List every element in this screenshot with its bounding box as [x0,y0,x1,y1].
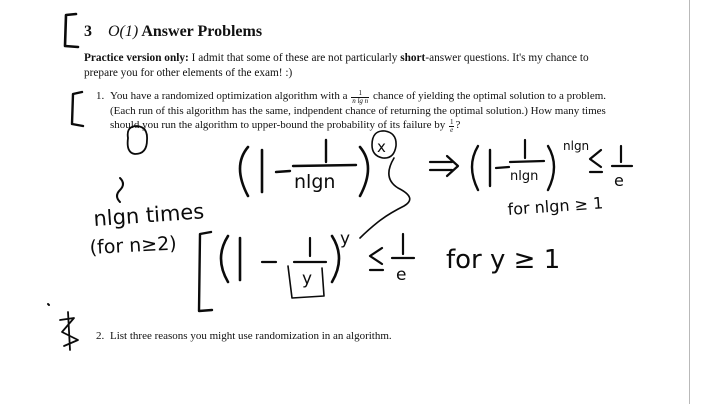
one-over-e-den-2: e [614,171,624,190]
frac-2-bar [510,161,544,162]
frac-1-bar [293,165,356,166]
problem-2-number: 2. [96,330,105,342]
wavy-arrow [117,178,123,202]
paren-left-2 [472,146,478,190]
stray-dot [48,304,49,305]
paren-right-2 [548,146,554,190]
problem-1-text-a: You have a randomized optimization algorithm with a [110,90,351,102]
problem-1-text-c: ? [455,118,461,131]
lower-bracket [199,232,212,311]
leq-2 [590,150,601,167]
exponent-x: x [377,138,386,156]
problem-1-bracket [72,92,83,126]
minus-1 [276,171,290,172]
paren-right-3 [332,236,339,282]
one-over-e-den-3: e [396,265,407,285]
intro-text-1: I admit that some of these are not particularly [188,52,401,64]
intro-lead: Practice version only: [84,52,189,64]
paren-left-3 [221,236,228,282]
exponent-y: y [340,229,351,249]
probability-numerator: 1 [351,90,369,98]
section-title: Answer Problems [141,23,263,40]
section-complexity: O(1) [108,23,139,40]
scribble-mark [60,312,78,350]
condition-y: for y ≥ 1 [446,245,561,275]
frac-3-denominator: y [302,269,313,289]
minus-2 [496,167,509,168]
problem-1-number: 1. [96,90,105,102]
intro-text-2: -answer questions. It's my chance to prepare you for other elements of the exam! :) [84,52,589,79]
implies-head [447,156,458,176]
bound-circle [128,126,147,154]
answer-condition: (for n≥2) [89,232,178,259]
condition-nlgn: for nlgn ≥ 1 [506,193,604,219]
answer-nlgn-times: nlgn times [92,199,205,231]
section-bracket [65,14,78,47]
problem-2-text: List three reasons you might use randomization in an algorithm. [110,330,392,342]
paren-right-1 [360,147,368,196]
probability-denominator: n lg n [352,97,369,105]
section-number: 3 [84,23,92,40]
leq-3 [370,248,382,264]
problem-1-text-b: chance of yielding the optimal solution to a problem. (Each run of this algorithm has the same, indpendent chance of returning the optimal solution.) How many times should you run the algorithm to upper-bound the probability of its failure by [110,90,607,131]
frac-1-denominator: nlgn [294,171,336,193]
paren-left-1 [240,147,248,196]
frac-2-denominator: nlgn [510,169,539,184]
bound-numerator: 1 [449,117,454,126]
intro-bold-word: short [400,52,426,64]
exponent-nlgn: nlgn [563,139,590,153]
bound-denominator: e [450,125,454,134]
